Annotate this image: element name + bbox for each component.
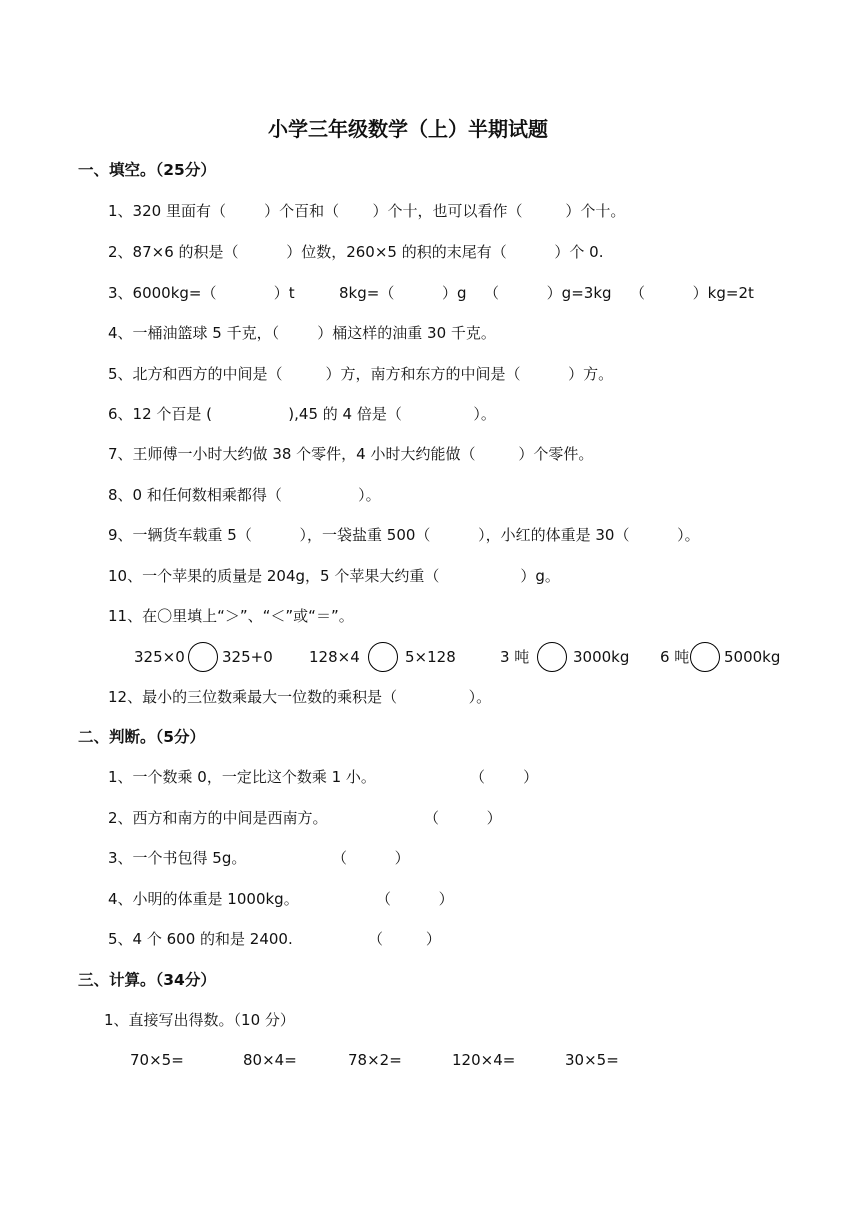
question-1-3b: 8kg=（ ）g <box>339 284 467 302</box>
compare-c-left: 3 吨 <box>500 648 530 666</box>
question-1-5: 5、北方和西方的中间是（ ）方，南方和东方的中间是（ ）方。 <box>108 365 614 383</box>
question-1-12: 12、最小的三位数乘最大一位数的乘积是（ ）。 <box>108 688 492 706</box>
judge-1: 1、一个数乘 0，一定比这个数乘 1 小。 <box>108 768 376 786</box>
judge-3-answer[interactable]: （ ） <box>332 849 410 867</box>
compare-b-circle[interactable] <box>368 642 398 672</box>
section-2-heading: 二、判断。（5分） <box>78 728 206 746</box>
calc-item-5: 30×5= <box>565 1051 619 1069</box>
judge-5: 5、4 个 600 的和是 2400. <box>108 930 293 948</box>
judge-2: 2、西方和南方的中间是西南方。 <box>108 809 328 827</box>
compare-b-right: 5×128 <box>405 648 456 666</box>
compare-a-circle[interactable] <box>188 642 218 672</box>
question-1-3d: （ ）kg=2t <box>630 284 754 302</box>
question-1-4: 4、一桶油篮球 5 千克，（ ）桶这样的油重 30 千克。 <box>108 324 496 342</box>
judge-4-answer[interactable]: （ ） <box>376 890 454 908</box>
judge-2-answer[interactable]: （ ） <box>424 809 502 827</box>
judge-1-answer[interactable]: （ ） <box>470 768 539 786</box>
judge-4: 4、小明的体重是 1000kg。 <box>108 890 299 908</box>
question-1-3a: 3、6000kg=（ ）t <box>108 284 295 302</box>
question-1-7: 7、王师傅一小时大约做 38 个零件，4 小时大约能做（ ）个零件。 <box>108 445 594 463</box>
calc-sub-heading: 1、直接写出得数。（10 分） <box>104 1011 295 1029</box>
judge-3: 3、一个书包得 5g。 <box>108 849 247 867</box>
question-1-8: 8、0 和任何数相乘都得（ ）。 <box>108 486 381 504</box>
page-title: 小学三年级数学（上）半期试题 <box>268 117 548 141</box>
compare-c-right: 3000kg <box>573 648 630 666</box>
compare-d-right: 5000kg <box>724 648 781 666</box>
compare-d-left: 6 吨 <box>660 648 690 666</box>
question-1-1: 1、320 里面有（ ）个百和（ ）个十，也可以看作（ ）个十。 <box>108 202 626 220</box>
question-1-11: 11、在〇里填上“＞”、“＜”或“＝”。 <box>108 607 354 625</box>
question-1-9: 9、一辆货车载重 5（ ），一袋盐重 500（ ），小红的体重是 30（ ）。 <box>108 526 700 544</box>
calc-item-2: 80×4= <box>243 1051 297 1069</box>
section-3-heading: 三、计算。（34分） <box>78 971 216 989</box>
compare-d-circle[interactable] <box>690 642 720 672</box>
calc-item-1: 70×5= <box>130 1051 184 1069</box>
question-1-10: 10、一个苹果的质量是 204g，5 个苹果大约重（ ）g。 <box>108 567 560 585</box>
compare-c-circle[interactable] <box>537 642 567 672</box>
question-1-2: 2、87×6 的积是（ ）位数，260×5 的积的末尾有（ ）个 0. <box>108 243 604 261</box>
calc-item-4: 120×4= <box>452 1051 516 1069</box>
judge-5-answer[interactable]: （ ） <box>368 930 441 948</box>
calc-item-3: 78×2= <box>348 1051 402 1069</box>
compare-b-left: 128×4 <box>309 648 360 666</box>
section-1-heading: 一、填空。（25分） <box>78 161 216 179</box>
question-1-6: 6、12 个百是 ( ),45 的 4 倍是（ ）。 <box>108 405 496 423</box>
compare-a-left: 325×0 <box>134 648 185 666</box>
question-1-3c: （ ）g=3kg <box>484 284 612 302</box>
compare-a-right: 325+0 <box>222 648 273 666</box>
